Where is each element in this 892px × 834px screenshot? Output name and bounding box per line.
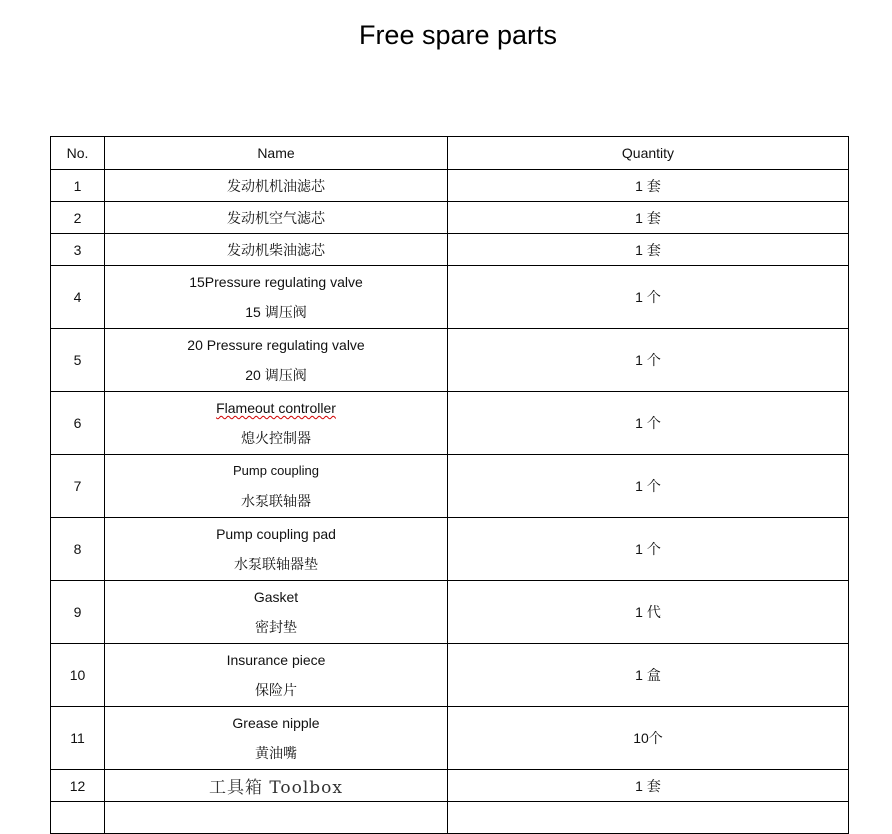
row-name: 发动机机油滤芯 xyxy=(105,170,448,202)
row-name: 发动机柴油滤芯 xyxy=(105,234,448,266)
row-quantity: 1 个 xyxy=(448,266,849,329)
header-no: No. xyxy=(51,137,105,170)
table-row xyxy=(51,518,849,581)
row-name-en: Grease nipple xyxy=(232,715,320,731)
row-name xyxy=(105,707,448,770)
row-name-zh: 黄油嘴 xyxy=(255,745,297,761)
table-row xyxy=(51,266,849,329)
row-name-zh: 水泵联轴器垫 xyxy=(234,556,318,572)
table-header-row xyxy=(51,137,849,170)
header-quantity: Quantity xyxy=(448,137,849,170)
row-name-zh: 保险片 xyxy=(255,682,297,698)
header-name: Name xyxy=(105,137,448,170)
row-name-en: Pump coupling xyxy=(233,463,319,478)
row-name xyxy=(105,581,448,644)
row-quantity: 1 代 xyxy=(448,581,849,644)
row-quantity: 10个 xyxy=(448,707,849,770)
row-no: 5 xyxy=(51,329,105,392)
row-no: 4 xyxy=(51,266,105,329)
table-row xyxy=(51,644,849,707)
table-row xyxy=(51,202,849,234)
row-no: 1 xyxy=(51,170,105,202)
table-row xyxy=(51,455,849,518)
row-quantity: 1 个 xyxy=(448,392,849,455)
row-quantity: 1 盒 xyxy=(448,644,849,707)
row-no: 8 xyxy=(51,518,105,581)
row-name-en: Pump coupling pad xyxy=(216,526,336,542)
row-no: 6 xyxy=(51,392,105,455)
row-name xyxy=(105,644,448,707)
row-quantity-empty xyxy=(448,802,849,834)
row-quantity: 1 套 xyxy=(448,202,849,234)
document-title: Free spare parts xyxy=(358,20,558,50)
row-no: 10 xyxy=(51,644,105,707)
table-row xyxy=(51,581,849,644)
table-row xyxy=(51,329,849,392)
row-name-en: Insurance piece xyxy=(226,652,326,668)
row-no: 12 xyxy=(51,770,105,802)
table-row xyxy=(51,392,849,455)
row-name xyxy=(105,455,448,518)
row-quantity: 1 个 xyxy=(448,329,849,392)
table-row xyxy=(51,770,849,802)
row-no-empty xyxy=(51,802,105,834)
table-row xyxy=(51,170,849,202)
table-row xyxy=(51,234,849,266)
row-no: 11 xyxy=(51,707,105,770)
row-name-en xyxy=(105,400,447,416)
row-name xyxy=(105,329,448,392)
row-name: 发动机空气滤芯 xyxy=(105,202,448,234)
row-name-zh: 密封垫 xyxy=(255,619,297,635)
row-name xyxy=(105,392,448,455)
row-name-zh: 15 调压阀 xyxy=(245,304,307,320)
row-name-empty xyxy=(105,802,448,834)
row-quantity: 1 套 xyxy=(448,234,849,266)
row-name-en: 15Pressure regulating valve xyxy=(189,274,363,290)
row-name-zh: 水泵联轴器 xyxy=(241,493,311,509)
table-row xyxy=(51,707,849,770)
row-no: 7 xyxy=(51,455,105,518)
table-row-empty xyxy=(51,802,849,834)
row-no: 9 xyxy=(51,581,105,644)
row-name-en: 20 Pressure regulating valve xyxy=(187,337,365,353)
row-quantity: 1 套 xyxy=(448,770,849,802)
spare-parts-table xyxy=(50,136,849,834)
row-name-zh: 熄火控制器 xyxy=(241,430,311,446)
row-no: 2 xyxy=(51,202,105,234)
row-name xyxy=(105,266,448,329)
row-no: 3 xyxy=(51,234,105,266)
spellcheck-underlined-word: Flameout controller xyxy=(216,400,336,416)
row-name-zh: 20 调压阀 xyxy=(245,367,307,383)
row-name: 工具箱 Toolbox xyxy=(105,770,448,802)
row-quantity: 1 套 xyxy=(448,170,849,202)
row-quantity: 1 个 xyxy=(448,518,849,581)
row-name xyxy=(105,518,448,581)
row-quantity: 1 个 xyxy=(448,455,849,518)
row-name-en: Gasket xyxy=(253,589,299,605)
